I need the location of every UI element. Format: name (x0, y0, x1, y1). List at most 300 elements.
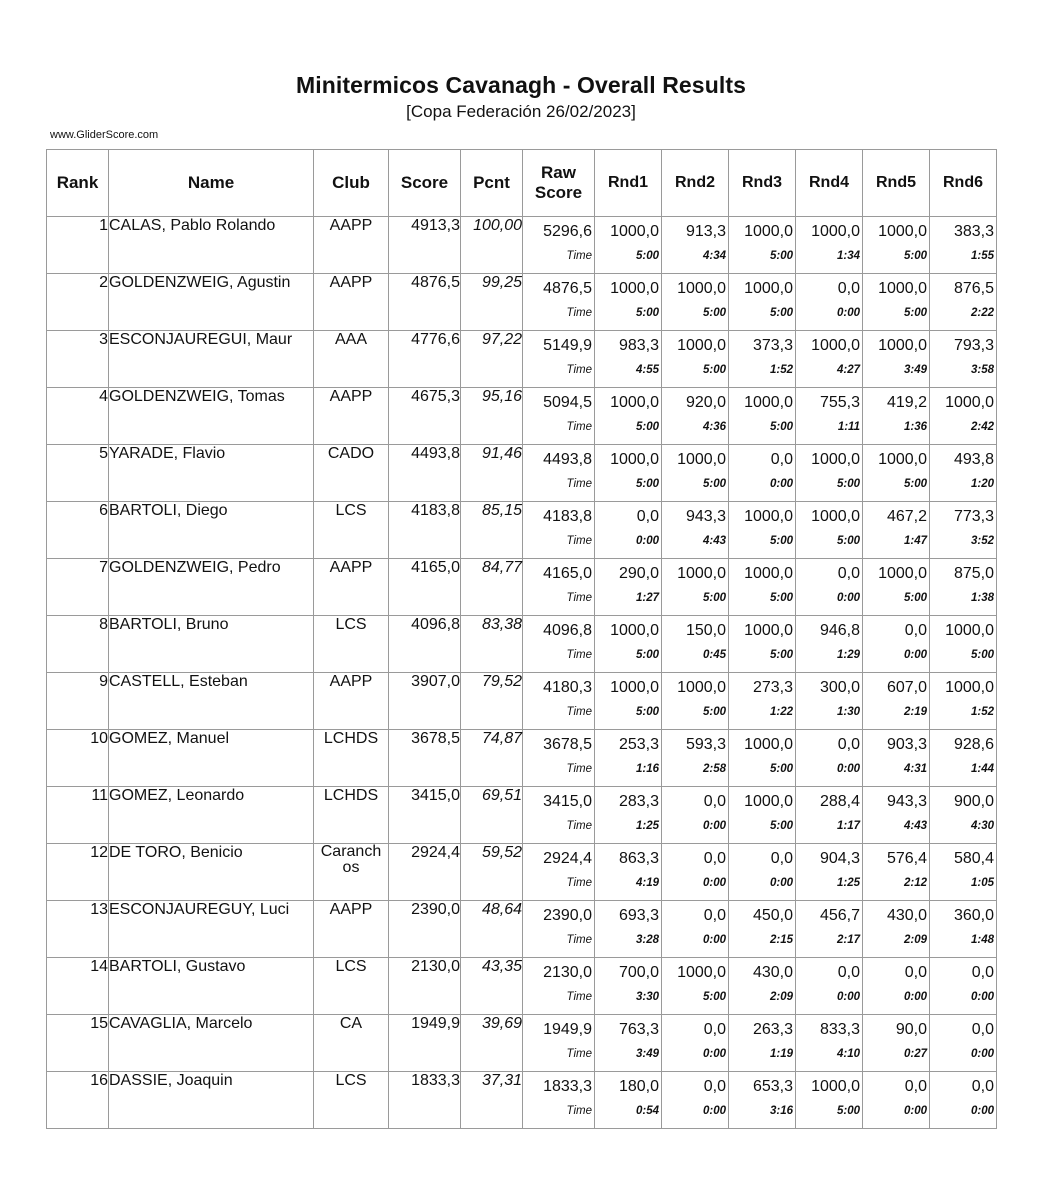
round-time: 4:27 (836, 364, 860, 376)
rank-cell: 11 (47, 787, 109, 844)
round-score: 273,3 (752, 679, 793, 696)
round-score: 0,0 (837, 280, 860, 297)
round-cell (595, 616, 662, 673)
round-time: 0:00 (970, 1105, 994, 1117)
header-rnd1: Rnd1 (595, 150, 662, 217)
round-time: 0:45 (702, 649, 726, 661)
round-score: 943,3 (685, 508, 726, 525)
round-score: 1000,0 (878, 280, 927, 297)
pcnt-cell: 48,64 (461, 901, 523, 958)
round-cell (662, 502, 729, 559)
round-cell (863, 559, 930, 616)
pcnt-cell: 84,77 (461, 559, 523, 616)
score-cell: 4675,3 (389, 388, 461, 445)
table-row (47, 445, 997, 502)
round-time: 1:16 (635, 763, 659, 775)
round-time: 1:44 (970, 763, 994, 775)
round-cell (930, 958, 997, 1015)
raw-score-value: 2130,0 (543, 964, 592, 981)
round-cell (930, 616, 997, 673)
round-cell (662, 844, 729, 901)
table-row (47, 844, 997, 901)
raw-score-cell (523, 1015, 595, 1072)
raw-score-value: 5149,9 (543, 337, 592, 354)
round-score: 833,3 (819, 1021, 860, 1038)
round-time: 1:52 (970, 706, 994, 718)
page-subtitle: [Copa Federación 26/02/2023] (406, 102, 636, 121)
round-score: 383,3 (953, 223, 994, 240)
round-score: 1000,0 (945, 394, 994, 411)
round-cell (595, 217, 662, 274)
round-score: 0,0 (703, 907, 726, 924)
round-time: 1:20 (970, 478, 994, 490)
round-cell (796, 730, 863, 787)
score-cell: 4776,6 (389, 331, 461, 388)
round-time: 4:10 (836, 1048, 860, 1060)
round-cell (662, 958, 729, 1015)
round-score: 373,3 (752, 337, 793, 354)
pilot-name-cell: CALAS, Pablo Rolando (109, 217, 314, 274)
round-time: 0:00 (702, 1048, 726, 1060)
round-cell (796, 844, 863, 901)
raw-score-value: 3415,0 (543, 793, 592, 810)
round-cell (729, 217, 796, 274)
round-cell (595, 502, 662, 559)
club-cell: LCS (314, 958, 389, 1015)
round-score: 1000,0 (744, 736, 793, 753)
rank-cell: 4 (47, 388, 109, 445)
round-time: 5:00 (970, 649, 994, 661)
round-score: 928,6 (953, 736, 994, 753)
round-time: 3:16 (769, 1105, 793, 1117)
round-score: 1000,0 (610, 280, 659, 297)
round-time: 5:00 (635, 478, 659, 490)
round-cell (662, 673, 729, 730)
round-score: 150,0 (685, 622, 726, 639)
club-cell: AAPP (314, 274, 389, 331)
round-cell (595, 844, 662, 901)
round-cell (863, 274, 930, 331)
round-cell (729, 1015, 796, 1072)
round-score: 430,0 (886, 907, 927, 924)
round-time: 5:00 (702, 991, 726, 1003)
club-line: os (342, 859, 360, 876)
round-score: 1000,0 (677, 565, 726, 582)
table-row (47, 901, 997, 958)
round-time: 5:00 (702, 307, 726, 319)
round-time: 5:00 (635, 250, 659, 262)
round-cell (595, 730, 662, 787)
round-score: 920,0 (685, 394, 726, 411)
raw-score-value: 5094,5 (543, 394, 592, 411)
round-score: 1000,0 (610, 679, 659, 696)
round-score: 288,4 (819, 793, 860, 810)
round-cell (930, 901, 997, 958)
rank-cell: 5 (47, 445, 109, 502)
rank-cell: 2 (47, 274, 109, 331)
raw-score-cell (523, 559, 595, 616)
round-score: 946,8 (819, 622, 860, 639)
round-cell (595, 673, 662, 730)
pilot-name-cell: GOMEZ, Manuel (109, 730, 314, 787)
club-cell: CADO (314, 445, 389, 502)
round-time: 3:30 (635, 991, 659, 1003)
time-label: Time (566, 706, 592, 718)
round-score: 0,0 (703, 850, 726, 867)
round-time: 1:11 (837, 421, 860, 433)
round-score: 0,0 (904, 622, 927, 639)
raw-score-cell (523, 502, 595, 559)
header-score: Score (389, 150, 461, 217)
round-score: 876,5 (953, 280, 994, 297)
round-cell (662, 730, 729, 787)
raw-score-value: 4493,8 (543, 451, 592, 468)
round-time: 5:00 (635, 421, 659, 433)
raw-score-cell (523, 844, 595, 901)
round-time: 2:09 (903, 934, 927, 946)
round-score: 576,4 (886, 850, 927, 867)
round-cell (930, 673, 997, 730)
round-cell (595, 1072, 662, 1129)
round-time: 5:00 (769, 535, 793, 547)
header-rank: Rank (47, 150, 109, 217)
round-cell (729, 502, 796, 559)
round-score: 0,0 (971, 964, 994, 981)
round-cell (796, 787, 863, 844)
round-cell (930, 1015, 997, 1072)
rank-cell: 14 (47, 958, 109, 1015)
round-cell (863, 331, 930, 388)
rank-cell: 1 (47, 217, 109, 274)
rank-cell: 7 (47, 559, 109, 616)
round-time: 4:36 (702, 421, 726, 433)
table-row (47, 730, 997, 787)
time-label: Time (566, 877, 592, 889)
pilot-name-cell: GOLDENZWEIG, Tomas (109, 388, 314, 445)
round-score: 943,3 (886, 793, 927, 810)
round-time: 0:00 (702, 820, 726, 832)
round-cell (930, 217, 997, 274)
time-label: Time (566, 307, 592, 319)
round-cell (863, 1015, 930, 1072)
round-score: 0,0 (636, 508, 659, 525)
round-cell (930, 388, 997, 445)
table-row (47, 1072, 997, 1129)
round-cell (595, 1015, 662, 1072)
round-time: 1:19 (769, 1048, 793, 1060)
round-cell (863, 616, 930, 673)
round-score: 419,2 (886, 394, 927, 411)
time-label: Time (566, 250, 592, 262)
round-time: 1:30 (836, 706, 860, 718)
raw-score-value: 4165,0 (543, 565, 592, 582)
round-time: 1:25 (635, 820, 659, 832)
round-time: 5:00 (769, 820, 793, 832)
header-rnd6: Rnd6 (930, 150, 997, 217)
round-cell (863, 673, 930, 730)
round-score: 653,3 (752, 1078, 793, 1095)
raw-score-cell (523, 445, 595, 502)
round-cell (662, 1072, 729, 1129)
club-cell: AAPP (314, 673, 389, 730)
round-time: 0:00 (836, 991, 860, 1003)
round-score: 263,3 (752, 1021, 793, 1038)
round-score: 0,0 (971, 1021, 994, 1038)
header-row (47, 150, 997, 217)
round-cell (662, 901, 729, 958)
round-time: 5:00 (903, 478, 927, 490)
club-cell: LCHDS (314, 787, 389, 844)
round-time: 1:36 (903, 421, 927, 433)
round-score: 450,0 (752, 907, 793, 924)
round-score: 1000,0 (677, 964, 726, 981)
round-time: 5:00 (903, 592, 927, 604)
pcnt-cell: 97,22 (461, 331, 523, 388)
round-time: 2:12 (903, 877, 927, 889)
pilot-name-cell: GOLDENZWEIG, Pedro (109, 559, 314, 616)
rank-cell: 15 (47, 1015, 109, 1072)
round-cell (729, 616, 796, 673)
round-time: 4:34 (702, 250, 726, 262)
header-name: Name (109, 150, 314, 217)
pcnt-cell: 100,00 (461, 217, 523, 274)
round-score: 0,0 (904, 1078, 927, 1095)
raw-score-value: 4876,5 (543, 280, 592, 297)
round-cell (863, 1072, 930, 1129)
round-score: 913,3 (685, 223, 726, 240)
round-time: 2:19 (903, 706, 927, 718)
round-score: 1000,0 (677, 337, 726, 354)
round-score: 180,0 (618, 1078, 659, 1095)
round-time: 4:43 (702, 535, 726, 547)
round-score: 0,0 (904, 964, 927, 981)
round-score: 1000,0 (677, 679, 726, 696)
rank-cell: 9 (47, 673, 109, 730)
round-cell (930, 331, 997, 388)
time-label: Time (566, 820, 592, 832)
round-cell (796, 388, 863, 445)
round-score: 1000,0 (744, 622, 793, 639)
round-cell (662, 217, 729, 274)
time-label: Time (566, 934, 592, 946)
round-time: 5:00 (769, 649, 793, 661)
round-time: 0:00 (836, 307, 860, 319)
round-cell (796, 445, 863, 502)
round-time: 5:00 (836, 478, 860, 490)
round-time: 5:00 (836, 535, 860, 547)
pilot-name-cell: GOLDENZWEIG, Agustin (109, 274, 314, 331)
round-cell (662, 388, 729, 445)
raw-score-cell (523, 901, 595, 958)
round-cell (729, 559, 796, 616)
round-score: 1000,0 (878, 451, 927, 468)
round-score: 580,4 (953, 850, 994, 867)
round-time: 5:00 (836, 1105, 860, 1117)
pilot-name-cell: DE TORO, Benicio (109, 844, 314, 901)
round-time: 5:00 (702, 364, 726, 376)
table-row (47, 331, 997, 388)
round-score: 456,7 (819, 907, 860, 924)
round-cell (595, 274, 662, 331)
round-time: 0:00 (702, 877, 726, 889)
table-row (47, 274, 997, 331)
pilot-name-cell: DASSIE, Joaquin (109, 1072, 314, 1129)
round-score: 755,3 (819, 394, 860, 411)
round-score: 903,3 (886, 736, 927, 753)
round-score: 763,3 (618, 1021, 659, 1038)
pilot-name-cell: YARADE, Flavio (109, 445, 314, 502)
round-cell (595, 331, 662, 388)
round-cell (662, 1015, 729, 1072)
round-cell (930, 1072, 997, 1129)
round-score: 360,0 (953, 907, 994, 924)
round-score: 1000,0 (677, 280, 726, 297)
table-row (47, 958, 997, 1015)
round-cell (863, 787, 930, 844)
raw-score-cell (523, 331, 595, 388)
score-cell: 2130,0 (389, 958, 461, 1015)
score-cell: 1833,3 (389, 1072, 461, 1129)
raw-score-cell (523, 673, 595, 730)
round-score: 493,8 (953, 451, 994, 468)
pilot-name-cell: BARTOLI, Diego (109, 502, 314, 559)
pcnt-cell: 99,25 (461, 274, 523, 331)
round-cell (863, 217, 930, 274)
round-score: 0,0 (837, 736, 860, 753)
round-cell (930, 274, 997, 331)
pilot-name-cell: BARTOLI, Gustavo (109, 958, 314, 1015)
raw-score-cell (523, 274, 595, 331)
round-cell (595, 445, 662, 502)
club-cell (314, 844, 389, 901)
round-cell (729, 388, 796, 445)
round-score: 90,0 (895, 1021, 927, 1038)
round-cell (863, 730, 930, 787)
header-pcnt: Pcnt (461, 150, 523, 217)
header-rnd4: Rnd4 (796, 150, 863, 217)
round-time: 4:55 (635, 364, 659, 376)
round-score: 1000,0 (878, 223, 927, 240)
round-cell (930, 445, 997, 502)
round-time: 0:00 (903, 991, 927, 1003)
round-time: 0:00 (769, 478, 793, 490)
round-cell (662, 274, 729, 331)
pilot-name-cell: GOMEZ, Leonardo (109, 787, 314, 844)
round-cell (796, 274, 863, 331)
round-time: 0:00 (836, 592, 860, 604)
round-cell (796, 1015, 863, 1072)
round-score: 1000,0 (878, 565, 927, 582)
pilot-name-cell: ESCONJAUREGUI, Maur (109, 331, 314, 388)
round-cell (863, 502, 930, 559)
round-cell (729, 901, 796, 958)
round-cell (930, 730, 997, 787)
round-cell (863, 901, 930, 958)
round-score: 0,0 (837, 565, 860, 582)
pilot-name-cell: CASTELL, Esteban (109, 673, 314, 730)
round-score: 1000,0 (744, 793, 793, 810)
club-cell: AAA (314, 331, 389, 388)
round-time: 1:55 (970, 250, 994, 262)
raw-score-cell (523, 1072, 595, 1129)
round-time: 0:00 (769, 877, 793, 889)
round-cell (863, 445, 930, 502)
round-score: 430,0 (752, 964, 793, 981)
round-score: 283,3 (618, 793, 659, 810)
round-score: 1000,0 (610, 451, 659, 468)
round-score: 1000,0 (811, 508, 860, 525)
round-cell (595, 388, 662, 445)
rank-cell: 8 (47, 616, 109, 673)
raw-score-value: 3678,5 (543, 736, 592, 753)
raw-score-value: 4180,3 (543, 679, 592, 696)
table-row (47, 1015, 997, 1072)
round-score: 1000,0 (744, 565, 793, 582)
header-raw-line1: Raw (541, 163, 576, 182)
round-score: 607,0 (886, 679, 927, 696)
pcnt-cell: 59,52 (461, 844, 523, 901)
time-label: Time (566, 364, 592, 376)
round-time: 4:43 (903, 820, 927, 832)
round-cell (796, 331, 863, 388)
round-score: 1000,0 (945, 679, 994, 696)
round-score: 1000,0 (811, 1078, 860, 1095)
time-label: Time (566, 535, 592, 547)
time-label: Time (566, 592, 592, 604)
round-cell (729, 787, 796, 844)
round-cell (729, 331, 796, 388)
round-time: 3:52 (970, 535, 994, 547)
raw-score-cell (523, 730, 595, 787)
round-time: 1:38 (970, 592, 994, 604)
header-rnd2: Rnd2 (662, 150, 729, 217)
round-time: 5:00 (635, 706, 659, 718)
round-score: 700,0 (618, 964, 659, 981)
round-time: 5:00 (769, 592, 793, 604)
club-cell: AAPP (314, 559, 389, 616)
round-score: 1000,0 (610, 622, 659, 639)
round-time: 3:28 (635, 934, 659, 946)
round-cell (595, 559, 662, 616)
rank-cell: 10 (47, 730, 109, 787)
website-label: www.GliderScore.com (50, 129, 159, 141)
round-score: 467,2 (886, 508, 927, 525)
round-cell (796, 901, 863, 958)
round-time: 0:00 (635, 535, 659, 547)
round-score: 0,0 (703, 1078, 726, 1095)
round-time: 1:05 (970, 877, 994, 889)
round-cell (729, 958, 796, 1015)
time-label: Time (566, 763, 592, 775)
round-time: 4:31 (903, 763, 927, 775)
table-row (47, 673, 997, 730)
round-time: 5:00 (769, 421, 793, 433)
time-label: Time (566, 1105, 592, 1117)
round-time: 5:00 (769, 307, 793, 319)
score-cell: 4493,8 (389, 445, 461, 502)
club-line: Caranch (320, 843, 382, 860)
round-cell (863, 388, 930, 445)
raw-score-value: 2390,0 (543, 907, 592, 924)
table-row (47, 388, 997, 445)
results-table (46, 149, 997, 1129)
table-row (47, 787, 997, 844)
round-score: 253,3 (618, 736, 659, 753)
time-label: Time (566, 991, 592, 1003)
round-time: 5:00 (769, 250, 793, 262)
raw-score-value: 5296,6 (543, 223, 592, 240)
pcnt-cell: 79,52 (461, 673, 523, 730)
